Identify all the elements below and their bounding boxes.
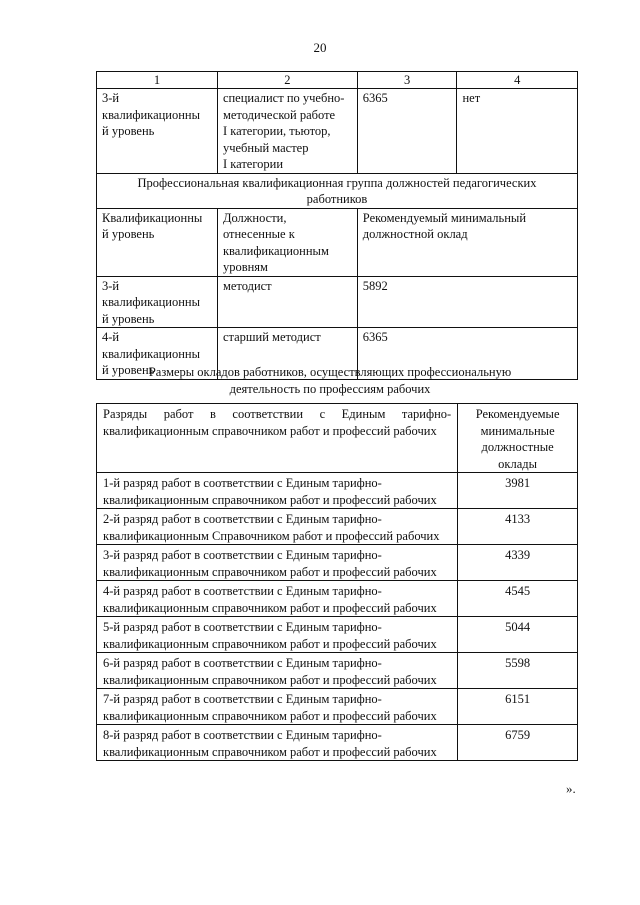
level-cell: 3-й квалификационны й уровень (97, 89, 218, 174)
group-title: Профессиональная квалификационная группа должностей педагогических работников (97, 173, 578, 208)
grade-cell: 7-й разряд работ в соответствии с Единым тарифно- квалификационным справочником работ и профессий рабочих (97, 689, 458, 725)
position-cell: методист (217, 276, 357, 328)
table-row (97, 653, 578, 689)
level-cell: 3-й квалификационны й уровень (97, 276, 218, 328)
salary-header: Рекомендуемые минимальные должностные оклады (458, 404, 578, 473)
table-row (97, 617, 578, 653)
grade-header: Разряды работ в соответствии с Единым тарифно-квалификационным справочником работ и профессий рабочих (97, 404, 458, 473)
section-title: Размеры окладов работников, осуществляющих профессиональную деятельность по профессиям рабочих (148, 365, 512, 396)
table-row (97, 89, 578, 174)
table-row (97, 689, 578, 725)
closing-quote-mark: ». (566, 781, 576, 796)
table-row (97, 545, 578, 581)
qualification-table (96, 71, 578, 380)
group-header-row (97, 208, 578, 276)
salary-cell: 6151 (458, 689, 578, 725)
positions-cell: специалист по учебно- методической работе I категории, тьютор, учебный мастер I категории (217, 89, 357, 174)
column-number-cell: 2 (217, 72, 357, 89)
grade-cell: 4-й разряд работ в соответствии с Единым тарифно- квалификационным справочником работ и профессий рабочих (97, 581, 458, 617)
worker-salary-table (96, 403, 578, 761)
table-row (97, 509, 578, 545)
extra-cell: нет (457, 89, 578, 174)
grade-cell: 2-й разряд работ в соответствии с Единым тарифно- квалификационным Справочником работ и профессий рабочих (97, 509, 458, 545)
salary-cell: 6365 (357, 89, 457, 174)
grade-cell: 8-й разряд работ в соответствии с Единым тарифно- квалификационным справочником работ и профессий рабочих (97, 725, 458, 761)
salary-cell: 6365 (357, 328, 577, 380)
salary-cell: 4133 (458, 509, 578, 545)
salary-cell: 5598 (458, 653, 578, 689)
grade-cell: 1-й разряд работ в соответствии с Единым тарифно- квалификационным справочником работ и профессий рабочих (97, 473, 458, 509)
position-cell: старший методист (217, 328, 357, 380)
grade-cell: 6-й разряд работ в соответствии с Единым тарифно- квалификационным справочником работ и профессий рабочих (97, 653, 458, 689)
column-number-cell: 1 (97, 72, 218, 89)
page-number: 20 (313, 40, 327, 55)
table-row (97, 473, 578, 509)
column-number-cell: 4 (457, 72, 578, 89)
salary-header: Рекомендуемый минимальный должностной оклад (357, 208, 577, 276)
salary-cell: 5892 (357, 276, 577, 328)
salary-cell: 3981 (458, 473, 578, 509)
table-row (97, 581, 578, 617)
level-header: Квалификационны й уровень (97, 208, 218, 276)
grade-cell: 5-й разряд работ в соответствии с Единым тарифно- квалификационным справочником работ и профессий рабочих (97, 617, 458, 653)
table-row (97, 725, 578, 761)
grade-cell: 3-й разряд работ в соответствии с Единым тарифно- квалификационным справочником работ и профессий рабочих (97, 545, 458, 581)
table-row (97, 276, 578, 328)
group-title-row (97, 173, 578, 208)
salary-cell: 4339 (458, 545, 578, 581)
column-number-row (97, 72, 578, 89)
salary-cell: 6759 (458, 725, 578, 761)
salary-cell: 4545 (458, 581, 578, 617)
table-header-row (97, 404, 578, 473)
level-cell: 4-й квалификационны й уровень (97, 328, 218, 380)
salary-cell: 5044 (458, 617, 578, 653)
positions-header: Должности, отнесенные к квалификационным уровням (217, 208, 357, 276)
column-number-cell: 3 (357, 72, 457, 89)
